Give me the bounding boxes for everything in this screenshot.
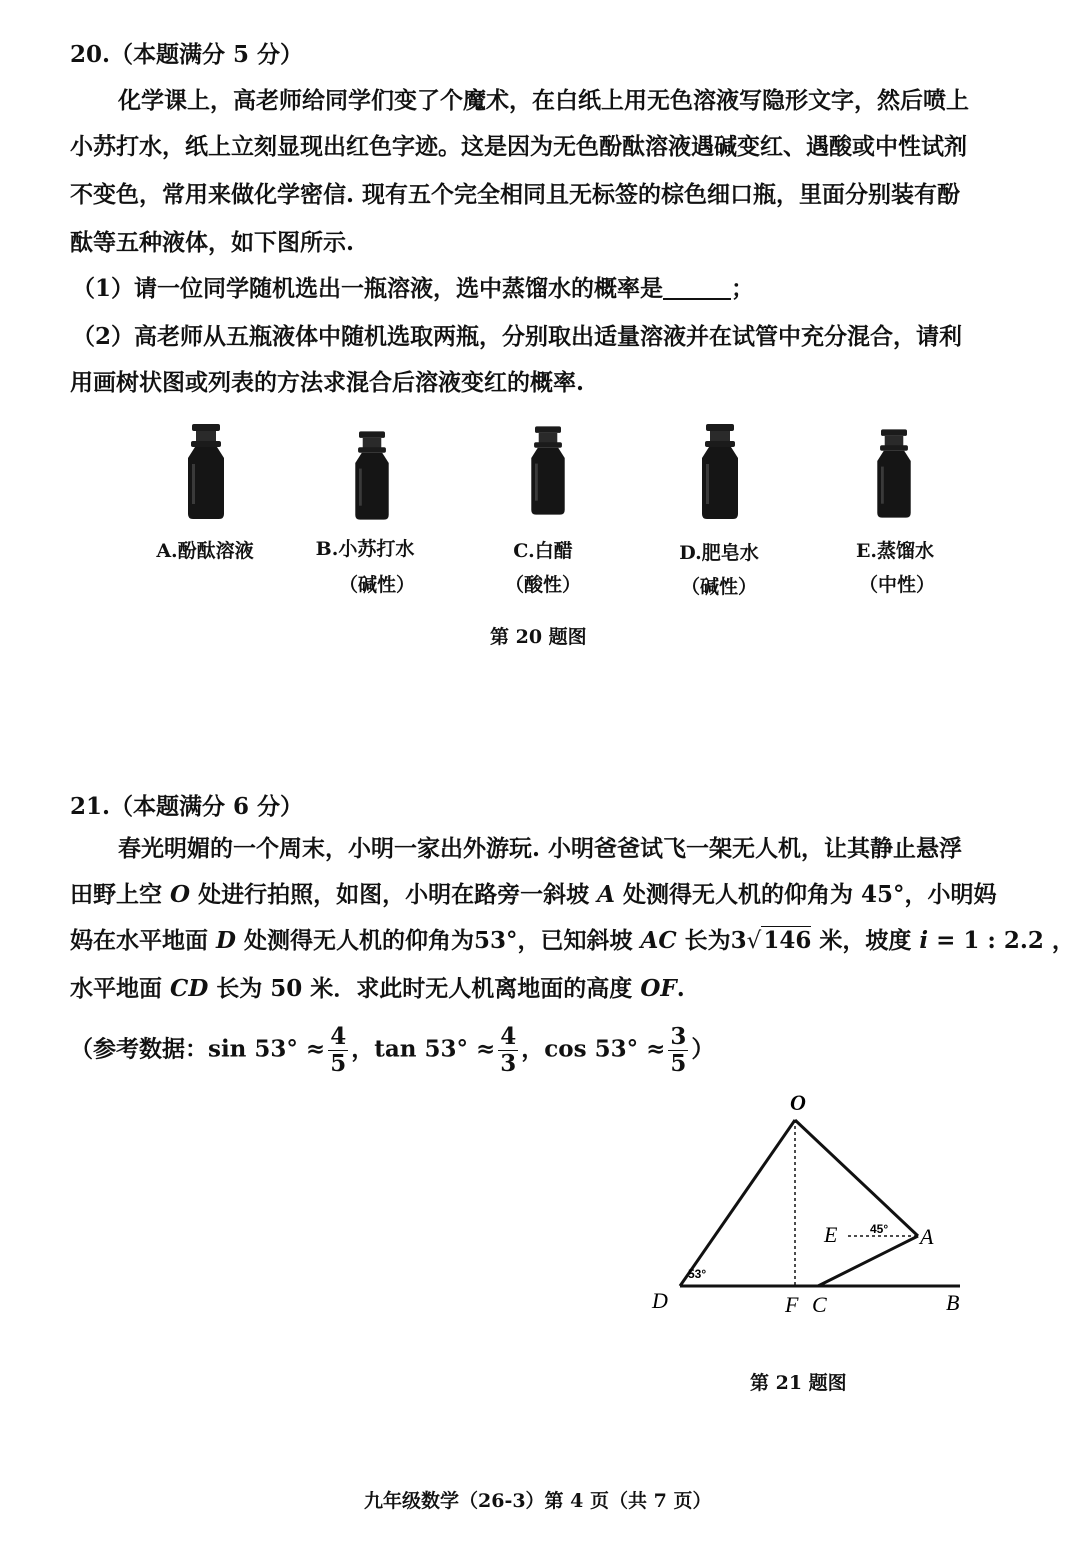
q20-line: 酞等五种液体，如下图所示. <box>70 229 355 256</box>
bottle-a-image <box>178 424 234 520</box>
q20-sub2-line: 用画树状图或列表的方法求混合后溶液变红的概率. <box>70 369 585 396</box>
label-b: B <box>946 1290 960 1315</box>
label-d: D <box>652 1288 668 1313</box>
q21-figure-caption: 第 21 题图 <box>750 1372 847 1394</box>
page-footer: 九年级数学（26-3）第 4 页（共 7 页） <box>364 1490 712 1512</box>
q20-line: 化学课上，高老师给同学们变了个魔术，在白纸上用无色溶液写隐形文字，然后喷上 <box>118 87 969 114</box>
bottle-d-name: D.肥皂水 <box>679 542 759 564</box>
q21-line: 水平地面 CD 长为 50 米．求此时无人机离地面的高度 OF. <box>70 975 685 1002</box>
q20-header: 20.（本题满分 5 分） <box>70 41 304 68</box>
q20-sub1-text: （1）请一位同学随机选出一瓶溶液，选中蒸馏水的概率是 <box>72 275 664 302</box>
label-f: F <box>785 1292 799 1317</box>
bottle-b-property: （碱性） <box>338 574 415 596</box>
label-e: E <box>824 1222 838 1247</box>
fraction-sin: $\frac{4}{5}$ <box>330 1023 347 1077</box>
q20-sub1 <box>72 274 754 304</box>
bottle-e-name: E.蒸馏水 <box>855 540 935 562</box>
angle-53-label: 53° <box>688 1267 707 1281</box>
fraction-cos: $\frac{3}{5}$ <box>670 1023 687 1077</box>
bottle-d-image <box>692 424 748 520</box>
q21-geometry-figure <box>640 1080 980 1330</box>
segment-od <box>680 1120 795 1286</box>
q21-line: 春光明媚的一个周末，小明一家出外游玩. 小明爸爸试飞一架无人机，让其静止悬浮 <box>118 835 963 862</box>
label-a: A <box>920 1224 934 1249</box>
bottle-e-image <box>868 428 920 520</box>
q21-line: 妈在水平地面 D 处测得无人机的仰角为53°，已知斜坡 AC 长为3√146 米，坡度 i = 1 : 2.2 ， <box>70 927 1075 954</box>
bottle-c-image <box>522 424 574 518</box>
bottle-b-image <box>346 430 398 522</box>
label-c: C <box>812 1292 827 1317</box>
label-o: O <box>790 1090 806 1115</box>
angle-45-label: 45° <box>870 1222 889 1236</box>
q21-line: 田野上空 O 处进行拍照，如图，小明在路旁一斜坡 A 处测得无人机的仰角为 45°，小明妈 <box>70 881 997 908</box>
bottle-b-name: B.小苏打水 <box>315 538 415 560</box>
bottle-c-name: C.白醋 <box>513 540 573 562</box>
answer-blank <box>663 276 731 300</box>
segment-oa <box>795 1120 918 1236</box>
q20-line: 不变色，常用来做化学密信. 现有五个完全相同且无标签的棕色细口瓶，里面分别装有酚 <box>70 181 961 208</box>
q20-sub1-end: ； <box>731 275 755 302</box>
fraction-tan: $\frac{4}{3}$ <box>500 1023 517 1077</box>
bottle-e-property: （中性） <box>858 574 935 596</box>
q21-header: 21.（本题满分 6 分） <box>70 793 304 820</box>
q20-sub2-line: （2）高老师从五瓶液体中随机选取两瓶，分别取出适量溶液并在试管中充分混合，请利 <box>72 323 963 350</box>
q21-reference-data: （参考数据：sin 53° ≈ $\frac{4}{5}$ ，tan 53° ≈ $\frac{4}{3}$ ，cos 53° ≈ $\frac{3}{5}$ ） <box>70 1023 715 1077</box>
bottle-d-property: （碱性） <box>680 576 757 598</box>
sqrt-value: 146 <box>763 927 812 954</box>
bottle-a-name: A.酚酞溶液 <box>156 540 254 562</box>
bottle-c-property: （酸性） <box>504 574 581 596</box>
q20-line: 小苏打水，纸上立刻显现出红色字迹。这是因为无色酚酞溶液遇碱变红、遇酸或中性试剂 <box>70 133 967 160</box>
q20-figure-caption: 第 20 题图 <box>490 626 587 648</box>
